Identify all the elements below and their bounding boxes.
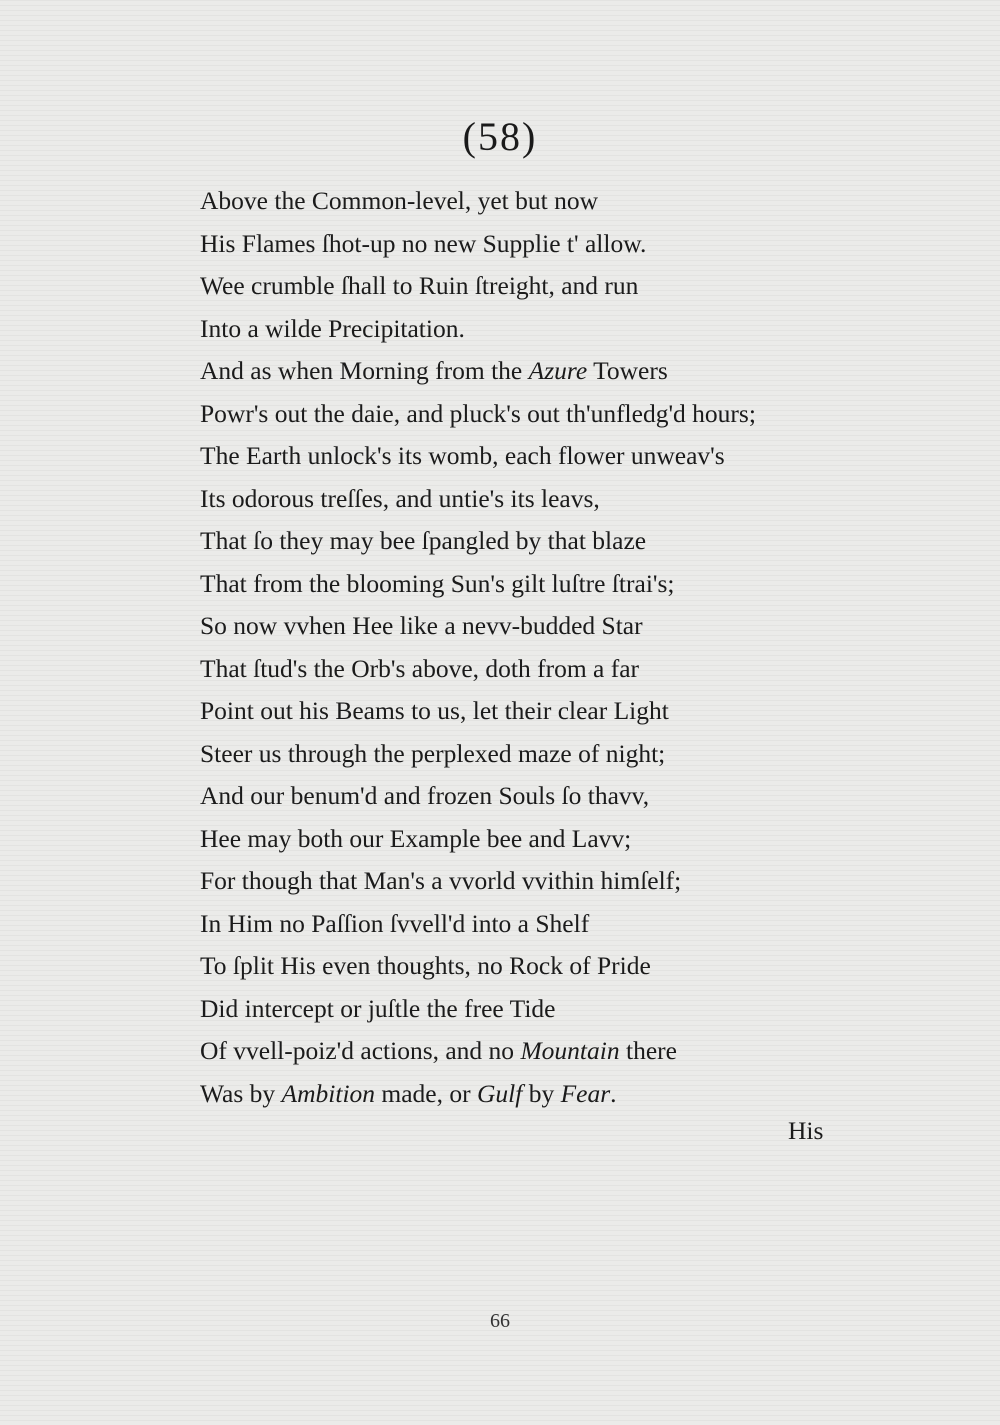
- poem-line: [200, 648, 880, 691]
- poem-line: [200, 308, 880, 351]
- poem-line: [200, 860, 880, 903]
- poem-line: [200, 563, 880, 606]
- text-run: That ſtud's the Orb's above, doth from a far: [200, 653, 640, 683]
- text-run: Hee may both our Example bee and Lavv;: [200, 823, 632, 853]
- text-run: .: [610, 1078, 617, 1108]
- poem-line: [200, 733, 880, 776]
- poem-line: [200, 223, 880, 266]
- text-run: Was by: [200, 1078, 282, 1108]
- italic-run: Fear: [560, 1078, 611, 1108]
- text-run: In Him no Paſſion ſvvell'd into a Shelf: [200, 908, 590, 938]
- poem-text: [200, 180, 880, 1115]
- text-run: So now vvhen Hee like a nevv-budded Star: [200, 611, 643, 640]
- poem-line: [200, 1073, 880, 1116]
- text-run: His Flames ſhot-up no new Supplie t' allow.: [200, 228, 647, 258]
- text-run: To ſplit His even thoughts, no Rock of Pride: [200, 951, 651, 980]
- text-run: Steer us through the perplexed maze of night;: [200, 738, 666, 768]
- poem-line: [200, 180, 880, 223]
- italic-run: Gulf: [477, 1078, 523, 1108]
- text-run: And our benum'd and frozen Souls ſo thavv,: [200, 781, 650, 810]
- poem-line: [200, 988, 880, 1031]
- poem-line: [200, 1030, 880, 1073]
- poem-line: [200, 690, 880, 733]
- text-run: The Earth unlock's its womb, each flower unweav's: [200, 441, 725, 470]
- italic-run: Ambition: [281, 1078, 376, 1108]
- text-run: by: [522, 1078, 561, 1108]
- catchword: His: [788, 1116, 824, 1145]
- poem-line: [200, 435, 880, 478]
- text-run: Did intercept or juſtle the free Tide: [200, 993, 556, 1023]
- page-number: 66: [490, 1310, 510, 1332]
- poem-line: [200, 265, 880, 308]
- text-run: For though that Man's a vvorld vvithin himſelf;: [200, 866, 682, 895]
- text-run: Into a wilde Precipitation.: [200, 313, 465, 343]
- italic-run: Azure: [528, 356, 588, 385]
- text-run: That ſo they may bee ſpangled by that blaze: [200, 526, 647, 555]
- poem-line: [200, 478, 880, 521]
- text-run: made, or: [375, 1078, 477, 1108]
- text-run: And as when Morning from the: [200, 356, 529, 385]
- poem-line: [200, 350, 880, 393]
- poem-line: [200, 775, 880, 818]
- poem-line: [200, 818, 880, 861]
- page-heading: (58): [462, 114, 538, 159]
- text-run: Wee crumble ſhall to Ruin ſtreight, and run: [200, 271, 639, 300]
- poem-line: [200, 393, 880, 436]
- text-run: there: [619, 1036, 677, 1065]
- poem-line: [200, 605, 880, 648]
- text-run: Towers: [587, 356, 668, 385]
- text-run: That from the blooming Sun's gilt luſtre ſtrai's;: [200, 568, 675, 598]
- text-run: Powr's out the daie, and pluck's out th'unfledg'd hours;: [200, 398, 756, 428]
- text-run: Point out his Beams to us, let their clear Light: [200, 696, 669, 725]
- poem-line: [200, 903, 880, 946]
- poem-line: [200, 520, 880, 563]
- poem-line: [200, 945, 880, 988]
- italic-run: Mountain: [520, 1036, 620, 1065]
- text-run: Its odorous treſſes, and untie's its leavs,: [200, 483, 600, 513]
- text-run: Above the Common-level, yet but now: [200, 186, 599, 215]
- text-run: Of vvell-poiz'd actions, and no: [200, 1036, 521, 1065]
